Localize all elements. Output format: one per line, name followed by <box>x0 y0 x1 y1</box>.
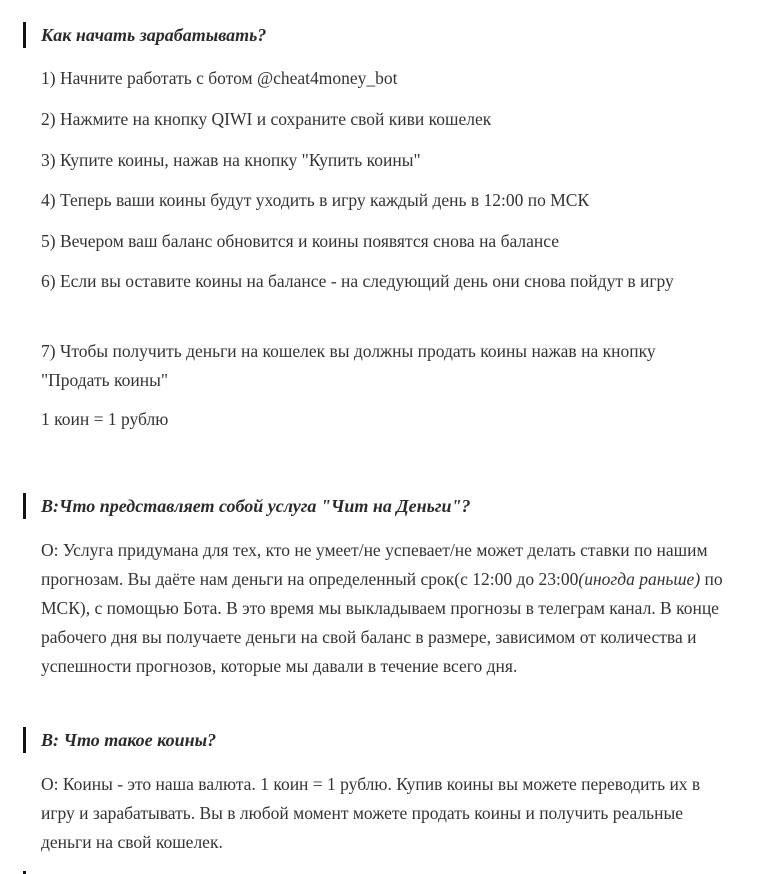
answer-italic: (иногда раньше) <box>578 569 701 589</box>
step-7: 7) Чтобы получить деньги на кошелек вы должны продать коины нажав на кнопку "Продать коины" <box>41 341 656 390</box>
section-heading-how-to-earn: Как начать зарабатывать? <box>41 25 267 45</box>
answer-text: по МСК), с помощью Бота. В это время мы выкладываем прогнозы в телеграм канал. В конце рабочего дня вы получаете деньги на свой баланс в размере, зависимом от количества и успешности прогнозов, которые мы давали в течение всего дня. <box>41 569 723 676</box>
coin-rate: 1 коин = 1 рублю <box>41 409 169 429</box>
heading-accent-bar <box>23 727 26 753</box>
heading-accent-bar <box>23 493 26 519</box>
section-heading-coins: В: Что такое коины? <box>41 730 217 750</box>
step-4: 4) Теперь ваши коины будут уходить в игру каждый день в 12:00 по МСК <box>41 190 590 210</box>
heading-accent-bar <box>23 22 26 48</box>
answer-text: О: Услуга придумана для тех, кто не умеет/не успевает/не может делать ставки по нашим прогнозам. Вы даёте нам деньги на определенный срок(с 12:00 до 23:00 <box>41 540 708 589</box>
step-5: 5) Вечером ваш баланс обновится и коины появятся снова на балансе <box>41 231 560 251</box>
section-heading-service: В:Что представляет собой услуга "Чит на Деньги"? <box>41 496 471 516</box>
step-2: 2) Нажмите на кнопку QIWI и сохраните свой киви кошелек <box>41 109 492 129</box>
step-6: 6) Если вы оставите коины на балансе - на следующий день они снова пойдут в игру <box>41 271 674 291</box>
step-1: 1) Начните работать с ботом @cheat4money_bot <box>41 68 398 88</box>
coins-answer: О: Коины - это наша валюта. 1 коин = 1 рублю. Купив коины вы можете переводить их в игру и зарабатывать. Вы в любой момент можете продать коины и получить реальные деньги на свой кошелек. <box>41 774 701 852</box>
service-answer <box>41 536 731 681</box>
step-3: 3) Купите коины, нажав на кнопку "Купить коины" <box>41 150 421 170</box>
